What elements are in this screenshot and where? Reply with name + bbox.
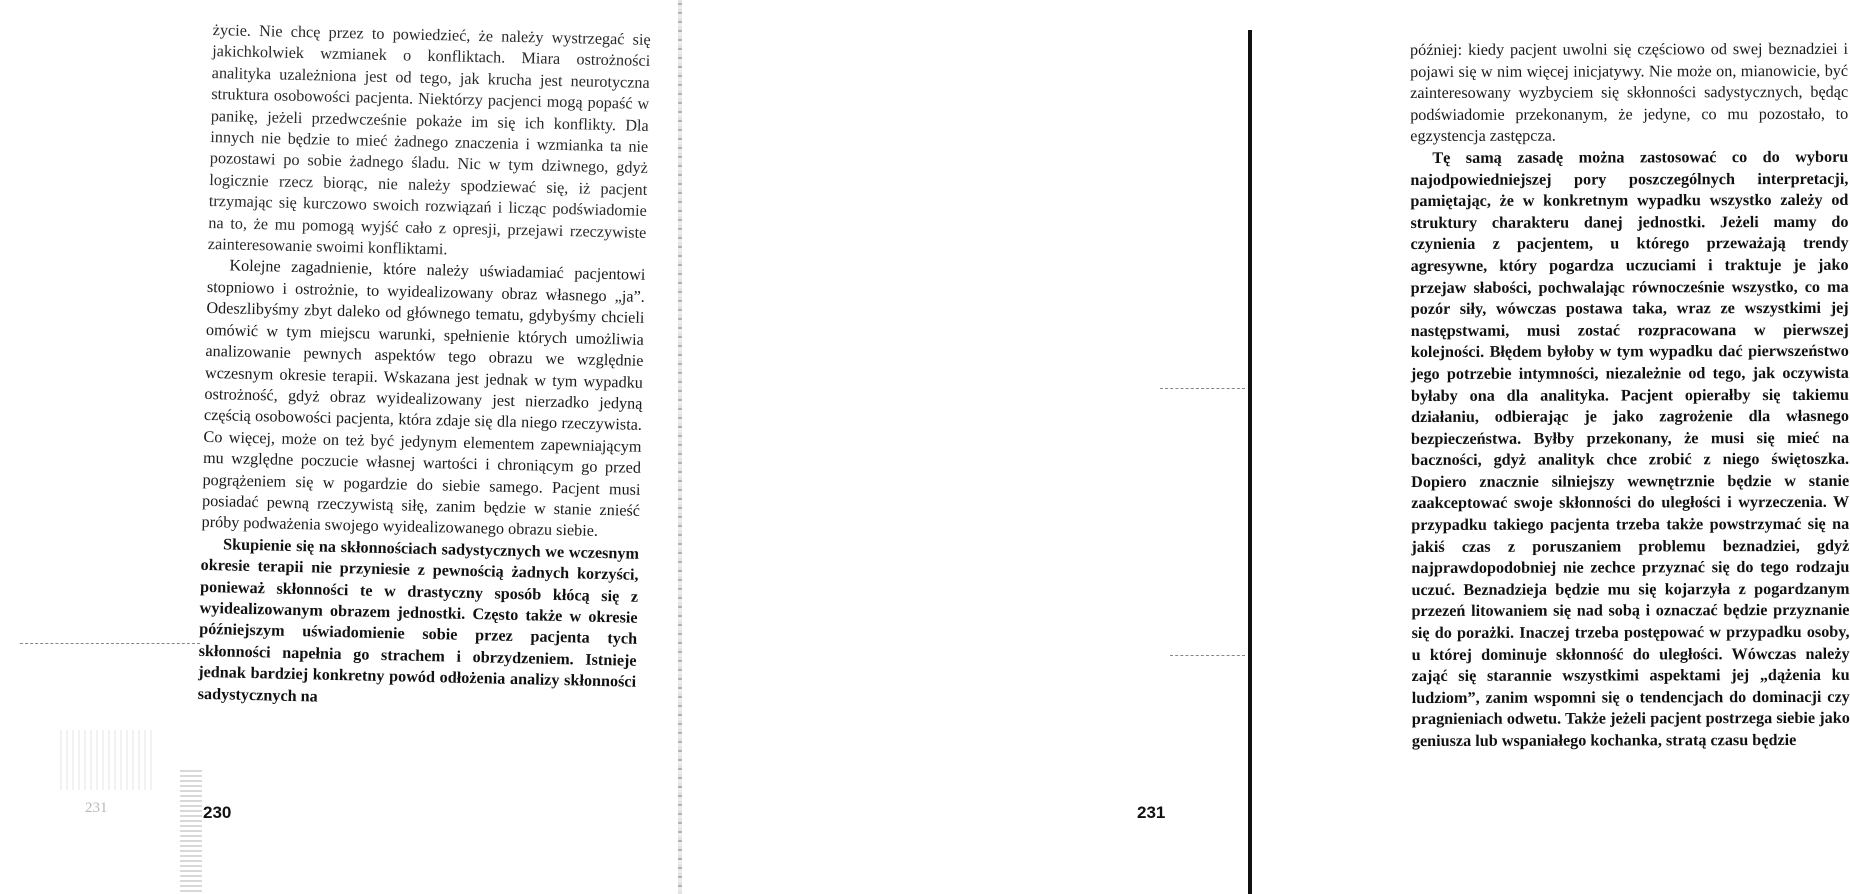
paragraph: życie. Nie chcę przez to powiedzieć, że należy wystrzegać się jakichkolwiek wzmianek o konfliktach. Miara ostrożności analityka uzależniona jest od tego, jak krucha jest neurotyczna struktura osobowości pacjenta. Niektórzy pacjenci mogą popaść w panikę, jeżeli przedwcześnie pokaże im się ich konflikty. Dla innych nie będzie to mieć żadnego znaczenia i wzmianka ta nie pozostawi po sobie żadnego śladu. Nic w tym dziwnego, gdyż logicznie rzecz biorąc, nie należy spodziewać się, iż pacjent trzymając się kurczowo swoich rozwiązań i licząc podświadomie na to, że mu pomogą wyjść cało z opresji, przejawi rzeczywiste zainteresowanie swoimi konfliktami. xyxy=(207,20,651,259)
scan-artifact-line xyxy=(1160,388,1245,389)
ghost-page-number: 231 xyxy=(85,800,108,816)
bleed-through-marks xyxy=(60,730,155,790)
page-edge-bar xyxy=(1248,30,1252,894)
paragraph: Tę samą zasadę można zastosować co do wyboru najodpowiedniejszej pory poszczególnych interpretacji, pamiętając, że w konkretnym wypadku wszystko zależy od struktury charakteru danej jednostki. Jeżeli mamy do czynienia z pacjentem, u którego przeważają trendy agresywne, który pogardza uczuciami i traktuje je jako przejaw słabości, pochwalając równocześnie wszystko, co ma pozór siły, wówczas postawa taka, wraz ze wszystkimi jej następstwami, musi zostać rozpracowana w pierwszej kolejności. Błędem byłoby w tym wypadku dać pierwszeństwo jego potrzebie intymności, niezależnie od tego, jak oczywista byłaby ona dla analityka. Pacjent opierałby się takiemu działaniu, odbierając je jako zagrożenie dla własnego bezpieczeństwa. Byłby przekonany, że musi się mieć na baczności, gdyż analityk chce zrobić z niego świętoszka. Dopiero znacznie silniejszy wewnętrznie będzie w stanie zaakceptować swoje skłonności do uległości i wyrzeczenia. W przypadku takiego pacjenta trzeba także powstrzymać się na jakiś czas z poruszaniem problemu beznadziei, gdyż najprawdopodobniej nie zechce przyznać się do tego rodzaju uczuć. Beznadzieja będzie mu się kojarzyła z pogardzanym przezeń litowaniem się nad sobą i oznaczać będzie przyznanie się do porażki. Inaczej trzeba postępować w przypadku osoby, u której dominuje skłonność do uległości. Wówczas należy zająć się starannie wszystkimi aspektami jej „dążenia ku ludziom”, zanim wspomni się o tendencjach do dominacji czy pragnieniach odwetu. Także jeżeli pacjent postrzega siebie jako geniusza lub wspaniałego kochanka, stratą czasu będzie xyxy=(1410,147,1850,750)
left-page xyxy=(0,0,680,894)
right-page-text xyxy=(1410,39,1850,753)
paragraph: Kolejne zagadnienie, które należy uświadamiać pacjentowi stopniowo i ostrożnie, to wyidealizowany obraz własnego „ja”. Odeszlibyśmy zbyt daleko od głównego tematu, gdybyśmy chcieli omówić w tym miejscu warunki, spełnienie których umożliwia analizowanie pewnych aspektów tego obrazu we względnie wczesnym okresie terapii. Wskazana jest jednak w tym wypadku ostrożność, gdyż obraz wyidealizowany jest nierzadko jedyną częścią osobowości pacjenta, która zdaje się dla niego rzeczywista. Co więcej, może on też być jedynym elementem zapewniającym mu względne poczucie własnej wartości i chroniącym go przed pogrążeniem się w pogardzie do siebie samego. Pacjent musi posiadać pewną rzeczywistą siłę, zanim będzie w stanie znieść próby podważenia swojego wyidealizowanego obrazu siebie. xyxy=(201,256,646,541)
scan-artifact-line xyxy=(20,643,200,644)
right-page xyxy=(682,0,1850,894)
paragraph: później: kiedy pacjent uwolni się częściowo od swej beznadziei i pojawi się w nim więcej inicjatywy. Nie może on, mianowicie, być zainteresowany wyzbyciem się skłonności sadystycznych, będąc podświadomie przekonanym, że jedyne, co mu pozostało, to egzystencja zastępcza. xyxy=(1410,39,1849,146)
page-number: 230 xyxy=(203,803,232,822)
page-number: 231 xyxy=(1137,803,1166,822)
page-edge-shadow xyxy=(180,770,202,894)
left-page-text xyxy=(197,20,650,715)
paragraph: Skupienie się na skłonnościach sadystycznych we wczesnym okresie terapii nie przyniesie z pewnością żadnych korzyści, ponieważ skłonności te w drastyczny sposób kłócą się z wyidealizowanym obrazem jednostki. Często także w okresie późniejszym uświadomienie sobie przez pacjenta tych skłonności napełnia go strachem i obrzydzeniem. Istnieje jednak bardziej konkretny powód odłożenia analizy skłonności sadystycznych na xyxy=(197,535,640,706)
scan-artifact-line xyxy=(1170,655,1245,656)
